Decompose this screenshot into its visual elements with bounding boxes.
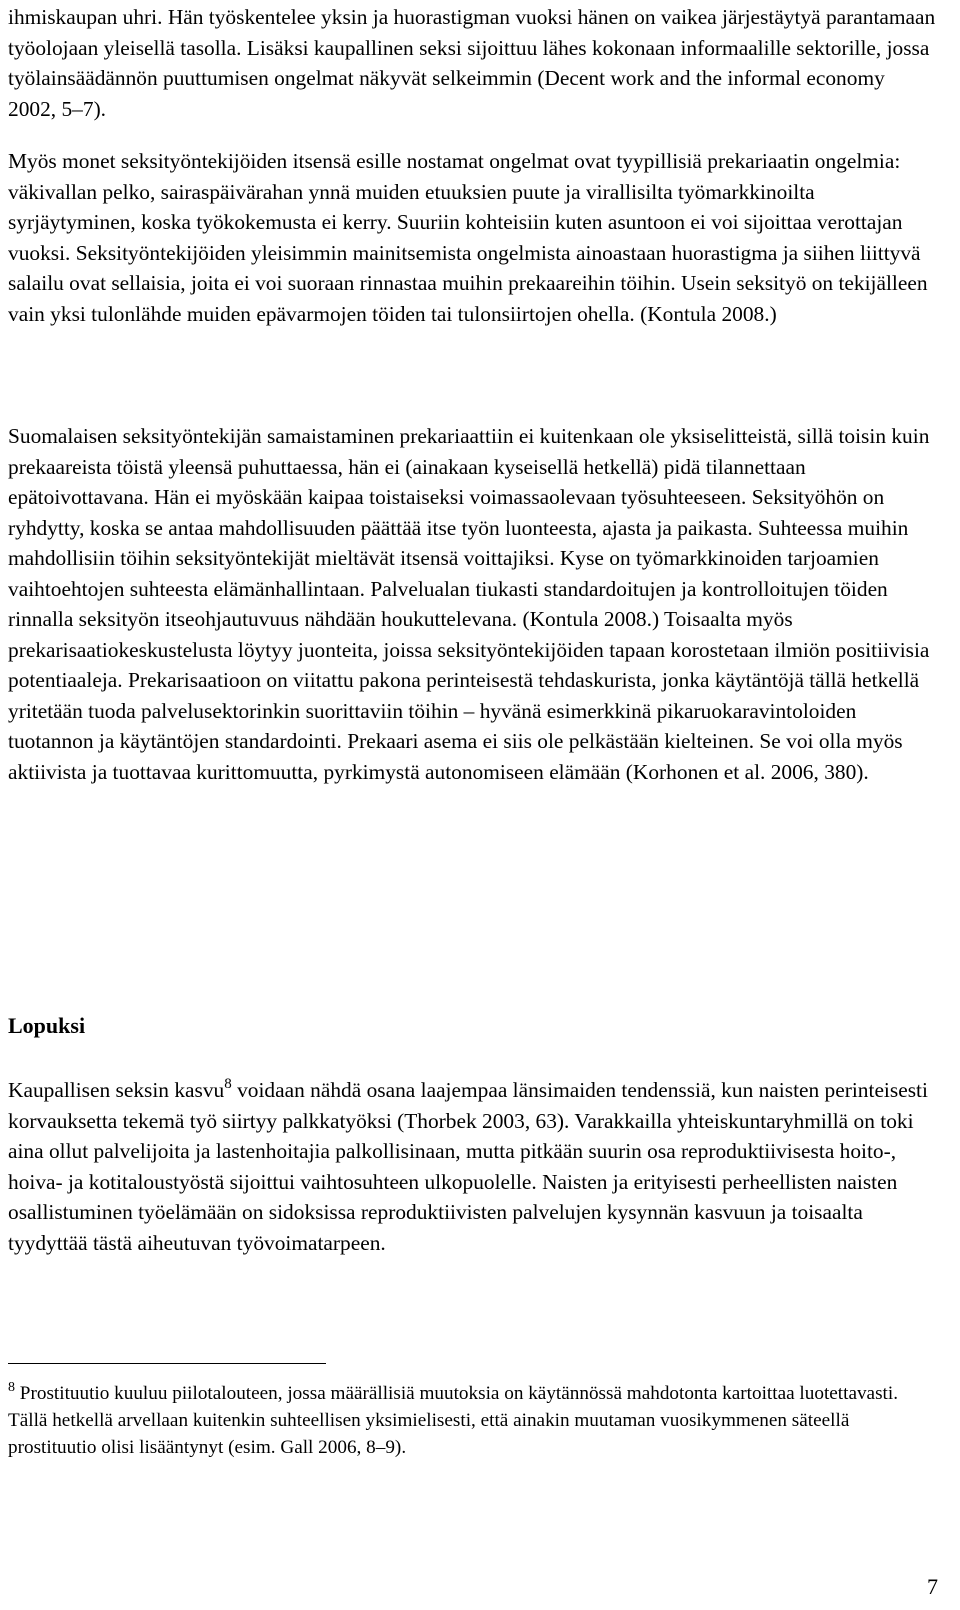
- paragraph-3: Suomalaisen seksityöntekijän samaistaminen prekariaattiin ei kuitenkaan ole yksiselitteistä, sillä toisin kuin prekaareista töistä yleensä puhuttaessa, hän ei (ainakaan kyseisellä hetkellä) pidä tilannettaan epätoivottavana. Hän ei myöskään kaipaa toistaiseksi voimassaolevaan työsuhteeseen. Seksityöhön on ryhdytty, koska se antaa mahdollisuuden päättää itse työn luonteesta, ajasta ja paikasta. Suhteessa muihin mahdollisiin töihin seksityöntekijät mieltävät itsensä voittajiksi. Kyse on työmarkkinoiden tarjoamien vaihtoehtojen suhteesta elämänhallintaan. Palvelualan tiukasti standardoitujen ja kontrolloitujen töiden rinnalla seksityön itseohjautuvuus nähdään houkuttelevana. (Kontula 2008.) Toisaalta myös prekarisaatiokeskustelusta löytyy juonteita, joissa seksityöntekijöiden tapaan korostetaan ilmiön positiivisia potentiaaleja. Prekarisaatioon on viitattu pakona perinteisestä tehdaskurista, jonka käytäntöjä tällä hetkellä yritetään tuoda palvelusektorinkin suorittaviin töihin – hyvänä esimerkkinä pikaruokaravintoloiden tuotannon ja käytäntöjen standardointi. Prekaari asema ei siis ole pelkästään kielteinen. Se voi olla myös aktiivista ja tuottavaa kurittomuutta, pyrkimystä autonomiseen elämään (Korhonen et al. 2006, 380).: [8, 424, 930, 784]
- paragraph-2: Myös monet seksityöntekijöiden itsensä esille nostamat ongelmat ovat tyypillisiä prekariaatin ongelmia: väkivallan pelko, sairaspäivärahan ynnä muiden etuuksien puute ja virallisilta työmarkkinoilta syrjäytyminen, koska työkokemusta ei kerry. Suuriin kohteisiin kuten asuntoon ei voi sijoittaa verottajan vuoksi. Seksityöntekijöiden yleisimmin mainitsemista ongelmista ainoastaan huorastigma ja siihen liittyvä salailu ovat sellaisia, joita ei voi suoraan rinnastaa muihin prekaareihin töihin. Usein seksityö on tekijälleen vain yksi tulonlähde muiden epävarmojen töiden tai tulonsiirtojen ohella. (Kontula 2008.): [8, 149, 928, 326]
- paragraph-1: ihmiskaupan uhri. Hän työskentelee yksin ja huorastigman vuoksi hänen on vaikea järjestäytyä parantamaan työolojaan yleisellä tasolla. Lisäksi kaupallinen seksi sijoittuu lähes kokonaan informaalille sektorille, jossa työlainsäädännön puuttumisen ongelmat näkyvät selkeimmin (Decent work and the informal economy 2002, 5–7).: [8, 5, 936, 121]
- paragraph-4-lead: Kaupallisen seksin kasvu: [8, 1078, 225, 1102]
- footnote-divider: [8, 1363, 326, 1364]
- section-heading: Lopuksi: [8, 1013, 86, 1038]
- footnote-reference[interactable]: 8: [224, 1076, 232, 1092]
- paragraph-4-rest: voidaan nähdä osana laajempaa länsimaiden tendenssiä, kun naisten perinteisesti korvauksetta tekemä työ siirtyy palkkatyöksi (Thorbek 2003, 63). Varakkailla yhteiskuntaryhmillä on toki aina ollut palvelijoita ja lastenhoitajia palkollisinaan, mutta pitkään suurin osa reproduktiivisesta hoito-, hoiva- ja kotitaloustyöstä sijoittui vaihtosuhteen ulkopuolelle. Naisten ja erityisesti perheellisten naisten osallistuminen työelämään on sidoksissa reproduktiivisten palvelujen kysynnän kasvuun ja toisaalta tyydyttää tästä aiheutuvan työvoimatarpeen.: [8, 1078, 928, 1255]
- paragraph-4: [8, 1075, 938, 1258]
- footnote-text: Prostituutio kuuluu piilotalouteen, jossa määrällisiä muutoksia on käytännössä mahdotonta kartoittaa luotettavasti. Tällä hetkellä arvellaan kuitenkin suhteellisen yksimielisesti, että ainakin muutaman vuosikymmenen säteellä prostituutio olisi lisääntynyt (esim. Gall 2006, 8–9).: [8, 1383, 898, 1458]
- page-number: 7: [927, 1574, 938, 1599]
- footnote: [8, 1380, 938, 1461]
- footnote-number: 8: [8, 1380, 15, 1395]
